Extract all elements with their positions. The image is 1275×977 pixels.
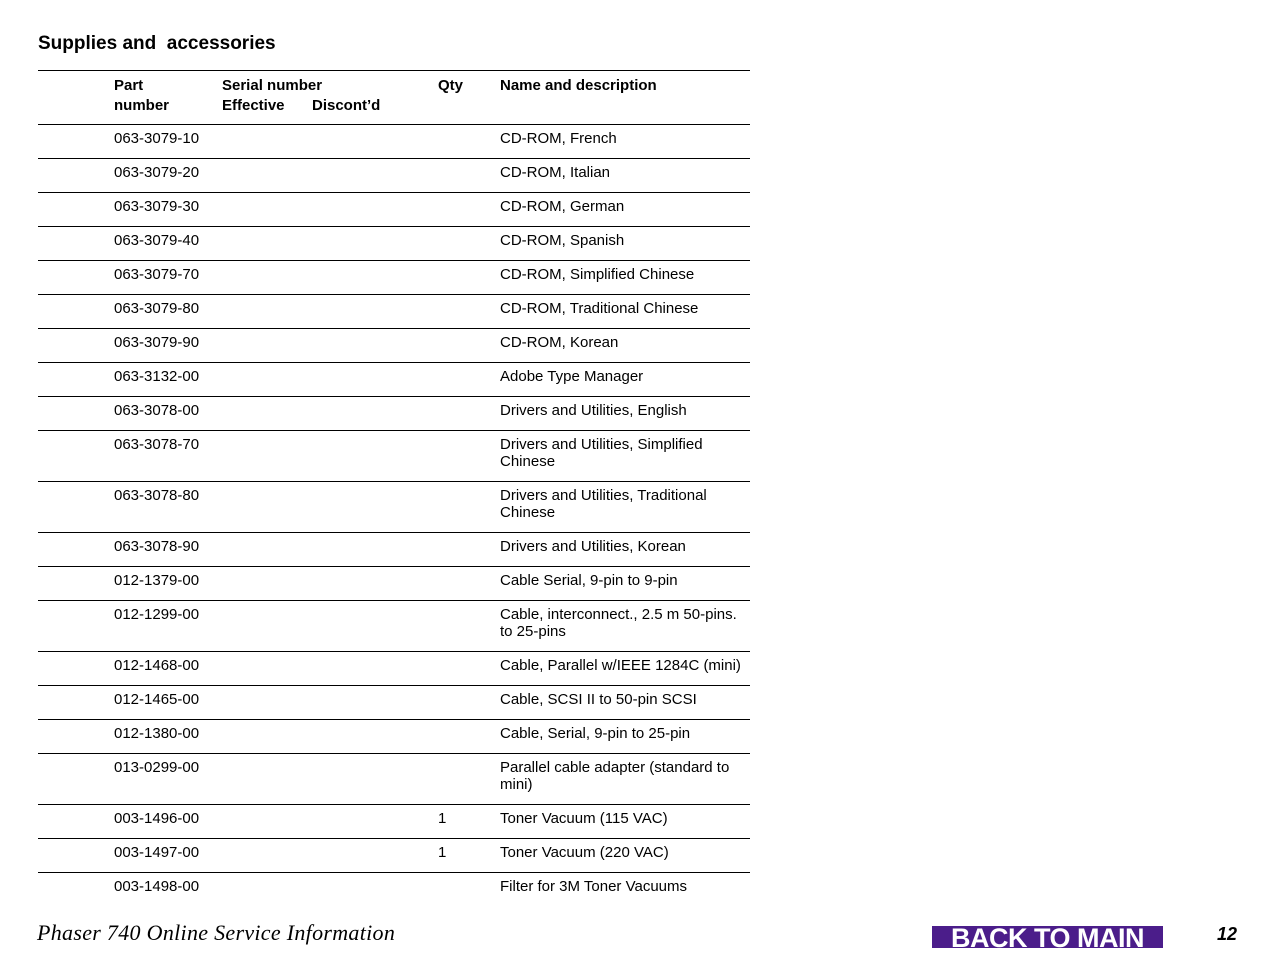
header-serial-line1: Serial number [222,77,323,94]
serial-number-cell [222,295,438,329]
part-number-cell: 012-1465-00 [114,691,200,708]
name-description-cell: Filter for 3M Toner Vacuums [500,878,688,895]
qty-cell: 1 [438,844,447,861]
qty-cell [438,329,500,363]
row-spacer [38,686,114,720]
table-row [38,159,750,193]
part-number-cell: 063-3079-90 [114,334,200,351]
table-row [38,431,750,482]
row-spacer [38,652,114,686]
row-spacer [38,227,114,261]
table-row [38,805,750,839]
footer-document-title: Phaser 740 Online Service Information [37,920,396,945]
part-number-cell: 063-3078-90 [114,538,200,555]
serial-number-cell [222,431,438,482]
qty-cell [438,482,500,533]
serial-number-cell [222,227,438,261]
serial-number-cell [222,261,438,295]
serial-number-cell [222,873,438,907]
name-description-cell: CD-ROM, German [500,198,625,215]
row-spacer [38,482,114,533]
name-description-cell: Toner Vacuum (220 VAC) [500,844,669,861]
table-row [38,261,750,295]
serial-number-cell [222,533,438,567]
name-description-cell: Toner Vacuum (115 VAC) [500,810,668,827]
header-serial-number [222,71,438,125]
part-number-cell: 012-1299-00 [114,606,200,623]
qty-cell [438,159,500,193]
row-spacer [38,533,114,567]
name-description-cell: Cable, interconnect., 2.5 m 50-pins. to 25-pins [500,606,737,640]
qty-cell [438,873,500,907]
header-qty: Qty [438,77,464,94]
qty-cell [438,533,500,567]
table-header-row [38,71,750,125]
parts-table-body [38,125,750,907]
serial-number-cell [222,601,438,652]
serial-number-cell [222,839,438,873]
part-number-cell: 063-3079-30 [114,198,200,215]
table-row [38,601,750,652]
qty-cell [438,125,500,159]
serial-number-cell [222,193,438,227]
table-row [38,652,750,686]
row-spacer [38,601,114,652]
part-number-cell: 012-1379-00 [114,572,200,589]
part-number-cell: 063-3079-70 [114,266,200,283]
header-part-number [114,71,222,125]
row-spacer [38,431,114,482]
qty-cell [438,720,500,754]
table-row [38,839,750,873]
page-number: 12 [1217,924,1238,944]
table-row [38,482,750,533]
serial-number-cell [222,686,438,720]
serial-number-cell [222,805,438,839]
qty-cell [438,227,500,261]
table-row [38,720,750,754]
name-description-cell: CD-ROM, Simplified Chinese [500,266,695,283]
back-to-main-button[interactable]: BACK TO MAIN [932,926,1163,948]
header-name-description: Name and description [500,77,657,94]
qty-cell: 1 [438,810,447,827]
header-effective: Effective [222,97,285,114]
table-row [38,193,750,227]
header-spacer [38,71,114,125]
serial-number-cell [222,754,438,805]
qty-cell [438,397,500,431]
part-number-cell: 063-3079-40 [114,232,200,249]
header-serial-line2 [222,97,438,114]
name-description-cell: Drivers and Utilities, Simplified Chinese [500,436,703,470]
qty-cell [438,652,500,686]
qty-cell [438,431,500,482]
part-number-cell: 013-0299-00 [114,759,200,776]
name-description-cell: Cable Serial, 9-pin to 9-pin [500,572,678,589]
row-spacer [38,159,114,193]
table-row [38,363,750,397]
row-spacer [38,363,114,397]
row-spacer [38,754,114,805]
row-spacer [38,261,114,295]
table-row [38,686,750,720]
part-number-cell: 063-3079-80 [114,300,200,317]
parts-table [38,70,750,906]
name-description-cell: Cable, Serial, 9-pin to 25-pin [500,725,691,742]
name-description-cell: CD-ROM, Spanish [500,232,625,249]
qty-cell [438,754,500,805]
header-discontinued: Discont’d [312,97,381,114]
qty-cell [438,261,500,295]
qty-cell [438,193,500,227]
row-spacer [38,805,114,839]
row-spacer [38,329,114,363]
header-part-line1: Part [114,77,144,94]
name-description-cell: Drivers and Utilities, English [500,402,687,419]
qty-cell [438,295,500,329]
name-description-cell: Cable, Parallel w/IEEE 1284C (mini) [500,657,741,674]
part-number-cell: 063-3079-20 [114,164,200,181]
row-spacer [38,720,114,754]
serial-number-cell [222,720,438,754]
serial-number-cell [222,329,438,363]
serial-number-cell [222,482,438,533]
row-spacer [38,125,114,159]
name-description-cell: Drivers and Utilities, Traditional Chinese [500,487,707,521]
part-number-cell: 063-3078-00 [114,402,200,419]
table-row [38,329,750,363]
serial-number-cell [222,567,438,601]
name-description-cell: CD-ROM, Korean [500,334,619,351]
row-spacer [38,567,114,601]
part-number-cell: 063-3078-70 [114,436,200,453]
row-spacer [38,295,114,329]
table-row [38,295,750,329]
part-number-cell: 003-1498-00 [114,878,200,895]
serial-number-cell [222,652,438,686]
table-row [38,567,750,601]
table-row [38,533,750,567]
row-spacer [38,397,114,431]
part-number-cell: 003-1497-00 [114,844,200,861]
name-description-cell: CD-ROM, French [500,130,617,147]
part-number-cell: 003-1496-00 [114,810,200,827]
part-number-cell: 063-3078-80 [114,487,200,504]
table-row [38,397,750,431]
qty-cell [438,686,500,720]
serial-number-cell [222,363,438,397]
part-number-cell: 063-3132-00 [114,368,200,385]
qty-cell [438,601,500,652]
row-spacer [38,193,114,227]
serial-number-cell [222,159,438,193]
qty-cell [438,567,500,601]
qty-cell [438,363,500,397]
name-description-cell: Parallel cable adapter (standard to mini) [500,759,730,793]
name-description-cell: CD-ROM, Italian [500,164,611,181]
table-row [38,125,750,159]
name-description-cell: Drivers and Utilities, Korean [500,538,686,555]
page-title: Supplies and accessories [38,33,276,54]
table-row [38,754,750,805]
name-description-cell: Adobe Type Manager [500,368,644,385]
name-description-cell: Cable, SCSI II to 50-pin SCSI [500,691,697,708]
part-number-cell: 012-1380-00 [114,725,200,742]
part-number-cell: 012-1468-00 [114,657,200,674]
part-number-cell: 063-3079-10 [114,130,200,147]
row-spacer [38,839,114,873]
serial-number-cell [222,125,438,159]
table-row [38,873,750,907]
row-spacer [38,873,114,907]
name-description-cell: CD-ROM, Traditional Chinese [500,300,699,317]
table-row [38,227,750,261]
header-part-line2: number [114,97,170,114]
serial-number-cell [222,397,438,431]
